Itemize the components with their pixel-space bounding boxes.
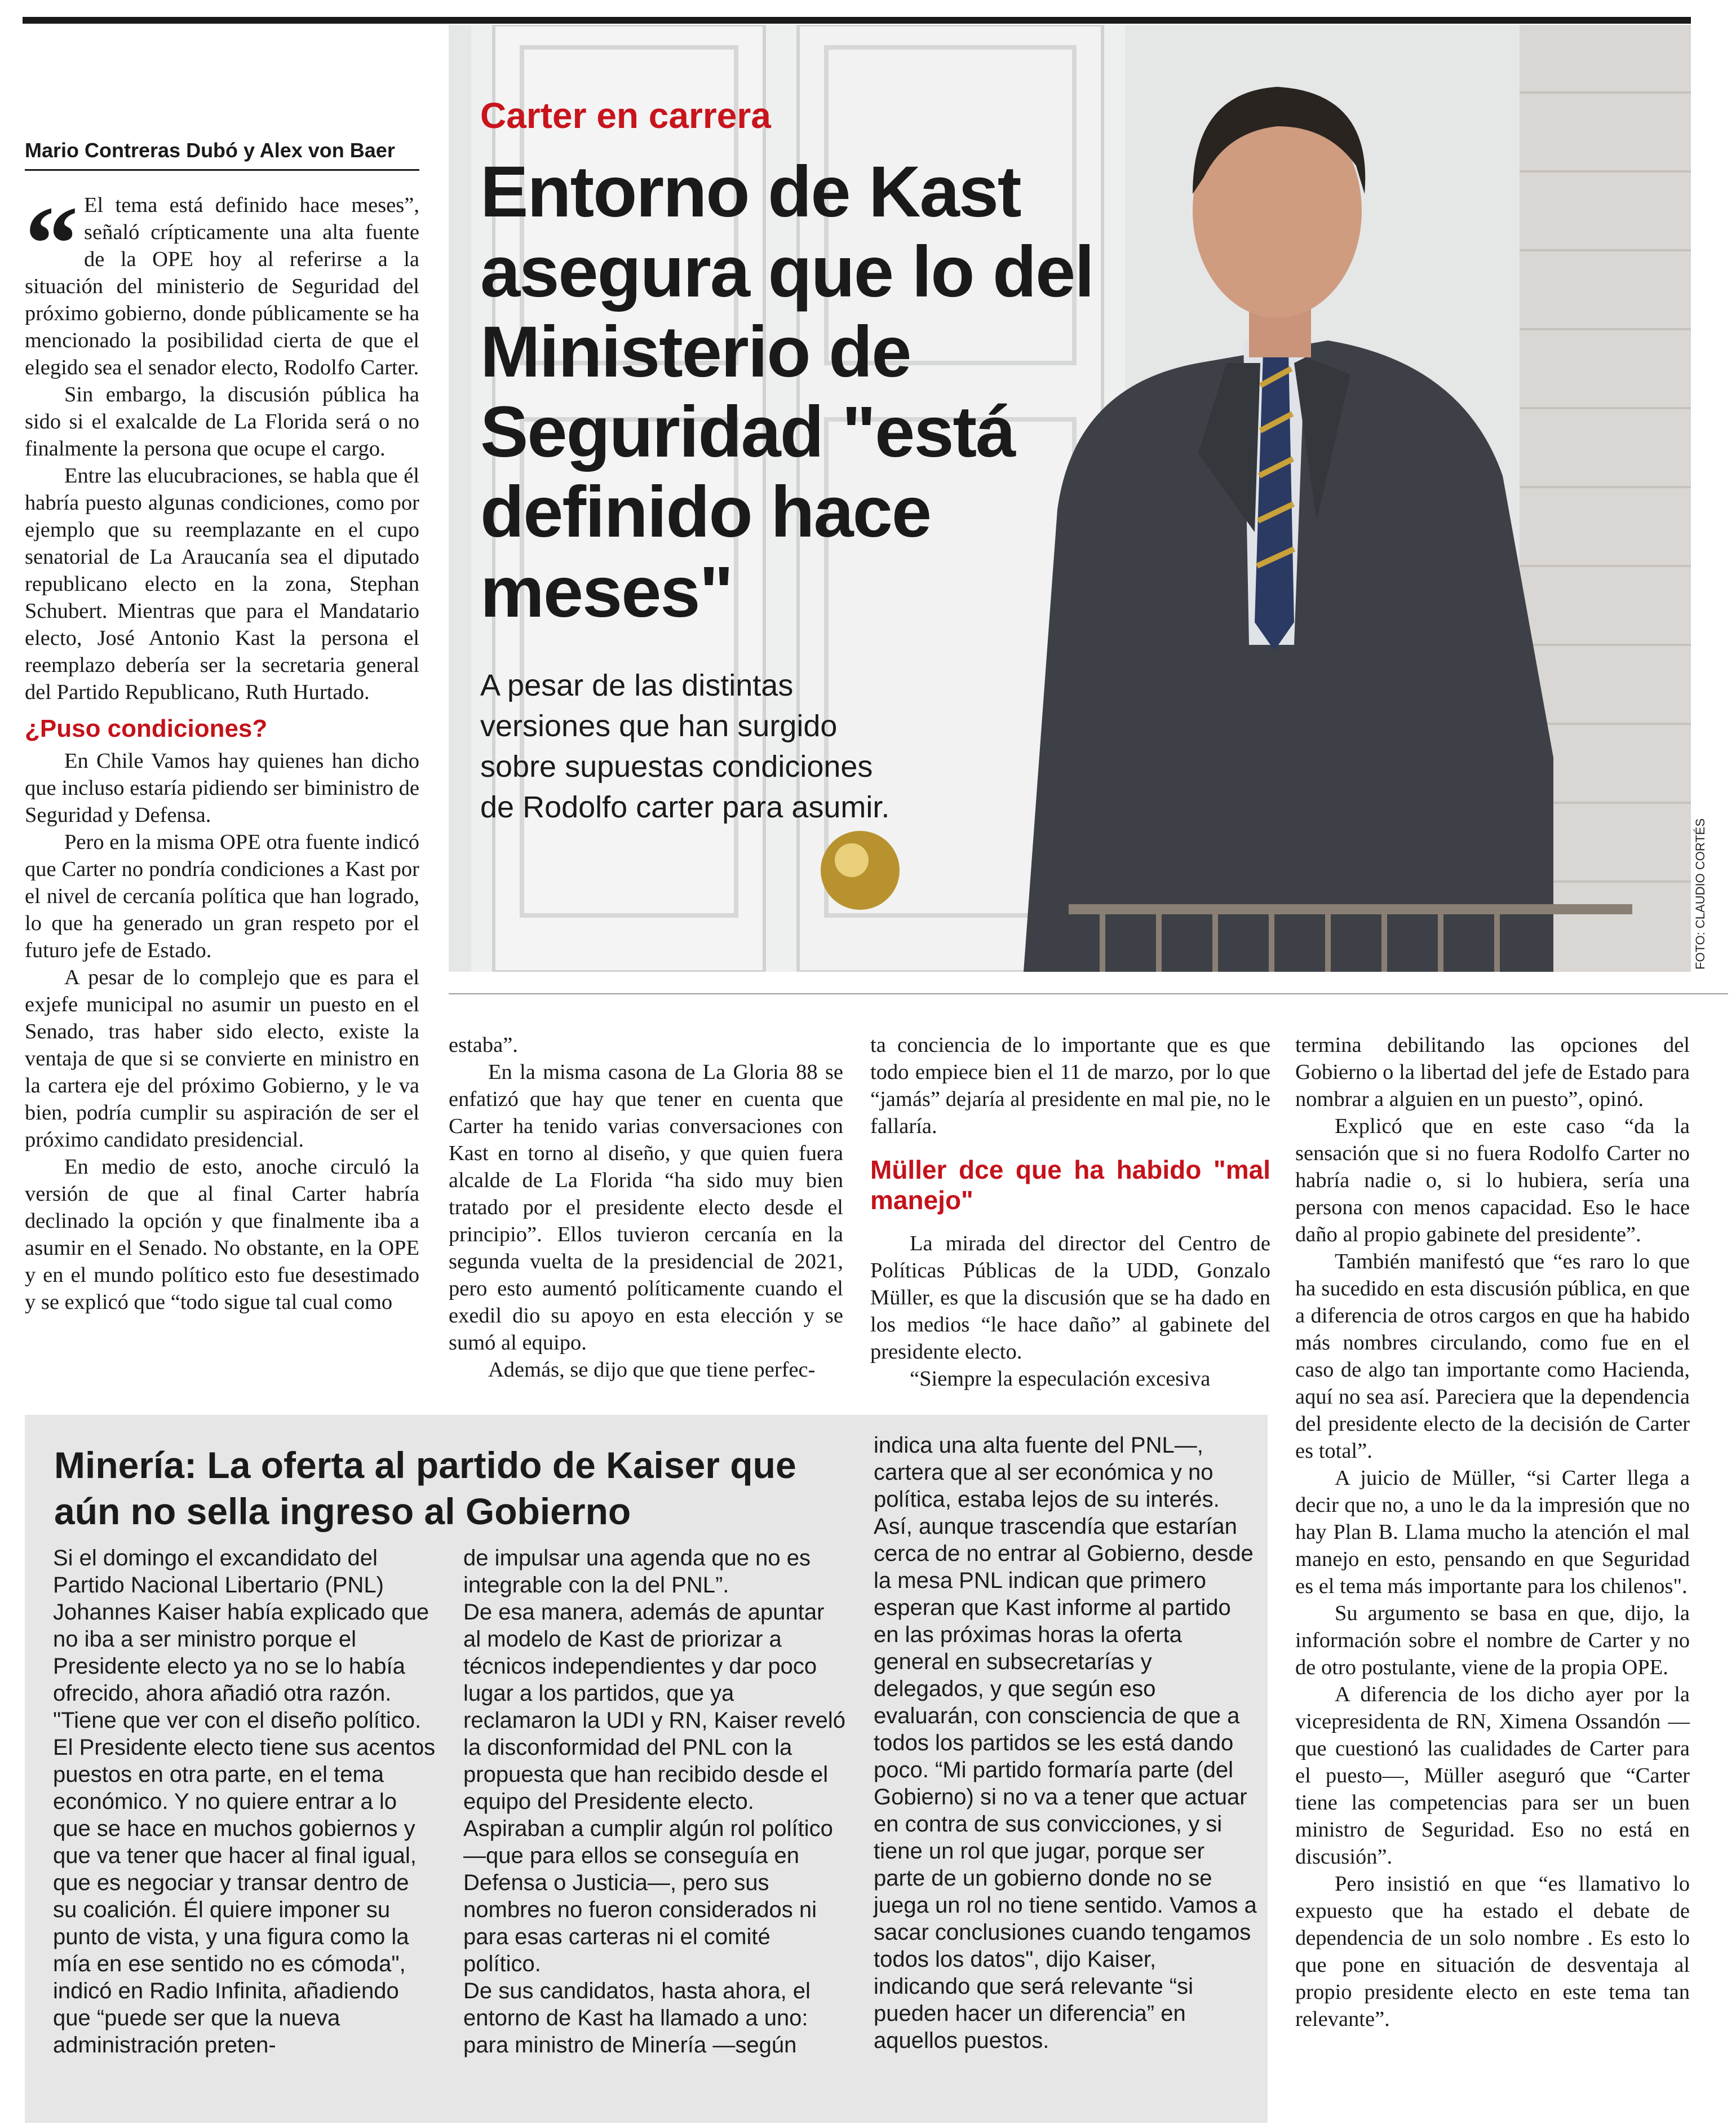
sidebar-title: Minería: La oferta al partido de Kaiser que aún no sella ingreso al Gobierno (54, 1444, 796, 1532)
col1-paragraph: A pesar de lo complejo que es para el exjefe municipal no asumir un puesto en el Senado, tras haber sido electo, existe la ventaja de que si se convierte en ministro en la cartera eje del próximo Gobierno, y le va bien, podría cumplir su aspiración de ser el próximo candidato presidencial. (25, 966, 419, 1152)
col3-paragraph: ta conciencia de lo importante que es que todo empiece bien el 11 de marzo, por lo que “jamás” dejaría al presidente en mal pie, no le fallaría. (870, 1033, 1270, 1138)
sidebar-paragraph: de impulsar una agenda que no es integrable con la del PNL”. (463, 1546, 811, 1598)
col2-paragraph: En la misma casona de La Gloria 88 se enfatizó que hay que tener en cuenta que Carter ha tenido varias conversaciones con Kast en torno al diseño, y que quien fuera alcalde de La Florida “ha sido muy bien tratado por el presidente electo desde el principio”. Ellos tuvieron cercanía en la segunda vuelta de la presidencial de 2021, pero esto aumentó políticamente cuando el exedil dio su apoyo en esta elección y se sumó al equipo. (449, 1060, 843, 1355)
sidebar-paragraph: Si el domingo el excandidato del Partido Nacional Libertario (PNL) Johannes Kaiser había explicado que no iba a ser ministro porque el Presidente electo ya no se lo había ofrecido, ahora añadió otra razón. "Tiene que ver con el diseño político. El Presidente electo tiene sus acentos puestos en otra parte, en el tema económico. Y no quiere entrar a lo que se hace en muchos gobiernos y que va tener que hacer al final igual, que es negociar y transar dentro de su coalición. Él quiere imponer su punto de vista, y una figura como la mía en ese sentido no es cómoda", indicó en Radio Infinita, añadiendo que “puede ser que la nueva administración preten- (53, 1546, 436, 2057)
column-4 (1295, 1032, 1690, 2033)
col4-paragraph: Explicó que en este caso “da la sensación que si no fuera Rodolfo Carter no habría nadie o, si lo hubiera, sería una persona con menos capacidad. Eso le hace daño al propio gabinete del presidente”. (1295, 1114, 1690, 1246)
column-2 (449, 1032, 843, 1383)
deck: A pesar de las distintas versiones que han surgido sobre supuestas condiciones de Rodolfo carter para asumir. (480, 669, 890, 824)
col4-paragraph: A juicio de Müller, “si Carter llega a decir que no, a uno le da la impresión que no hay Plan B. Llama mucho la atención el mal manejo en esto, pensando en que Seguridad es el tema más importante para los chilenos". (1295, 1466, 1690, 1598)
col3-paragraph: La mirada del director del Centro de Políticas Públicas de la UDD, Gonzalo Müller, es que la discusión que se ha dado en los medios “le hace daño” al gabinete del presidente electo. (870, 1232, 1270, 1364)
col4-paragraph: Su argumento se basa en que, dijo, la información sobre el nombre de Carter y no de otro postulante, viene de la propia OPE. (1295, 1601, 1690, 1679)
sidebar-paragraph: De sus candidatos, hasta ahora, el entorno de Kast ha llamado a uno: para ministro de Minería —según (463, 1979, 811, 2057)
col3-paragraph: “Siempre la especulación excesiva (910, 1367, 1211, 1391)
headline: Entorno de Kast asegura que lo del Ministerio de Seguridad "está definido hace meses" (480, 152, 1093, 632)
col2-paragraph: Además, se dijo que que tiene perfec- (488, 1358, 816, 1382)
sidebar-column-2 (463, 1545, 847, 2059)
col4-paragraph: termina debilitando las opciones del Gobierno o la libertad del jefe de Estado para nombrar a alguien en un puesto”, opinó. (1295, 1033, 1690, 1111)
col4-paragraph: Pero insistió en que “es llamativo lo expuesto que ha estado el debate de dependencia de un solo nombre . Es esto lo que pone en situación de desventaja al propio presidente electo en este tema tan relevante”. (1295, 1872, 1690, 2031)
column-1 (25, 185, 419, 1316)
col1-paragraph: Pero en la misma OPE otra fuente indicó que Carter no pondría condiciones a Kast por el nivel de cercanía política que han logrado, lo que ha generado un gran respeto por el futuro jefe de Estado. (25, 830, 419, 962)
sidebar-column-1 (53, 1545, 436, 2059)
col1-paragraph: En medio de esto, anoche circuló la versión de que al final Carter habría declinado la opción y que finalmente iba a asumir en el Senado. No obstante, en la OPE y en el mundo político esto fue desestimado y se explicó que “todo sigue tal cual como (25, 1155, 419, 1314)
column-3 (870, 1032, 1270, 1392)
kicker: Carter en carrera (480, 95, 771, 136)
sidebar-paragraph: indica una alta fuente del PNL—, cartera que al ser económica y no política, estaba lejos de su interés. (874, 1433, 1220, 1512)
sidebar-paragraph: Así, aunque trascendía que estarían cerca de no entrar al Gobierno, desde la mesa PNL indican que primero esperan que Kast informe al partido en las próximas horas la oferta general en subsecretarías y delegados, y que según eso evaluarán, con consciencia de que a todos los partidos se les está dando poco. “Mi partido formaría parte (del Gobierno) si no va a tener que actuar en contra de sus convicciones, y si tiene un rol que jugar, porque ser parte de un gobierno donde no se juega un rol no tiene sentido. Vamos a sacar conclusiones cuando tengamos todos los datos", dijo Kaiser, indicando que será relevante “si pueden hacer un diferencia” en aquellos puestos. (874, 1514, 1257, 2053)
sidebar-paragraph: De esa manera, además de apuntar al modelo de Kast de priorizar a técnicos independientes y dar poco lugar a los partidos, que ya reclamaron la UDI y RN, Kaiser reveló la disconformidad del PNL con la propuesta que han recibido desde el equipo del Presidente electo. Aspiraban a cumplir algún rol político —que para ellos se conseguía en Defensa o Justicia—, pero sus nombres no fueron considerados ni para esas carteras ni el comité político. (463, 1600, 845, 1976)
col1-paragraph: El tema está definido hace meses”, señaló crípticamente una alta fuente de la OPE hoy al referirse a la situación del ministerio de Seguridad del próximo gobierno, donde públicamente se ha mencionado la posibilidad cierta de que el elegido sea el senador electo, Rodolfo Carter. (25, 193, 419, 379)
top-rule (23, 17, 1691, 24)
col1-paragraph: Entre las elucubraciones, se habla que él habría puesto algunas condiciones, como por ejemplo que su reemplazante en el cupo senatorial de La Araucanía sea el diputado republicano electo en la zona, Stephan Schubert. Mientras que para el Mandatario electo, José Antonio Kast la persona el reemplazo debería ser la secretaria general del Partido Republicano, Ruth Hurtado. (25, 464, 419, 704)
byline-rule (25, 169, 419, 171)
photo-credit: FOTO: CLAUDIO CORTÉS (1693, 818, 1707, 970)
col3-subhead: Müller dce que ha habido "mal manejo" (870, 1155, 1270, 1215)
col4-paragraph: También manifestó que “es raro lo que ha sucedido en esta discusión pública, en que a diferencia de otros cargos en que ha habido más nombres circulando, como fue en el caso de algo tan importante como Hacienda, aquí no sea así. Pareciera que la dependencia del presidente electo de la decisión de Carter es total”. (1295, 1250, 1690, 1463)
byline: Mario Contreras Dubó y Alex von Baer (25, 139, 395, 162)
col1-paragraph: En Chile Vamos hay quienes han dicho que incluso estaría pidiendo ser biministro de Seguridad y Defensa. (25, 749, 419, 827)
col4-paragraph: A diferencia de los dicho ayer por la vicepresidenta de RN, Ximena Ossandón —que cuestionó las cualidades de Carter para el puesto—, Müller aseguró que “Carter tiene las competencias para ser un buen ministro de Seguridad. Eso no está en discusión”. (1295, 1683, 1690, 1869)
open-quote-icon: “ (25, 185, 78, 303)
col2-paragraph: estaba”. (449, 1033, 518, 1057)
col1-paragraph: Sin embargo, la discusión pública ha sido si el exalcalde de La Florida será o no finalmente la persona que ocupe el cargo. (25, 383, 419, 461)
section-rule (449, 993, 1728, 994)
col1-subhead: ¿Puso condiciones? (25, 715, 268, 742)
sidebar-column-3 (874, 1432, 1257, 2054)
